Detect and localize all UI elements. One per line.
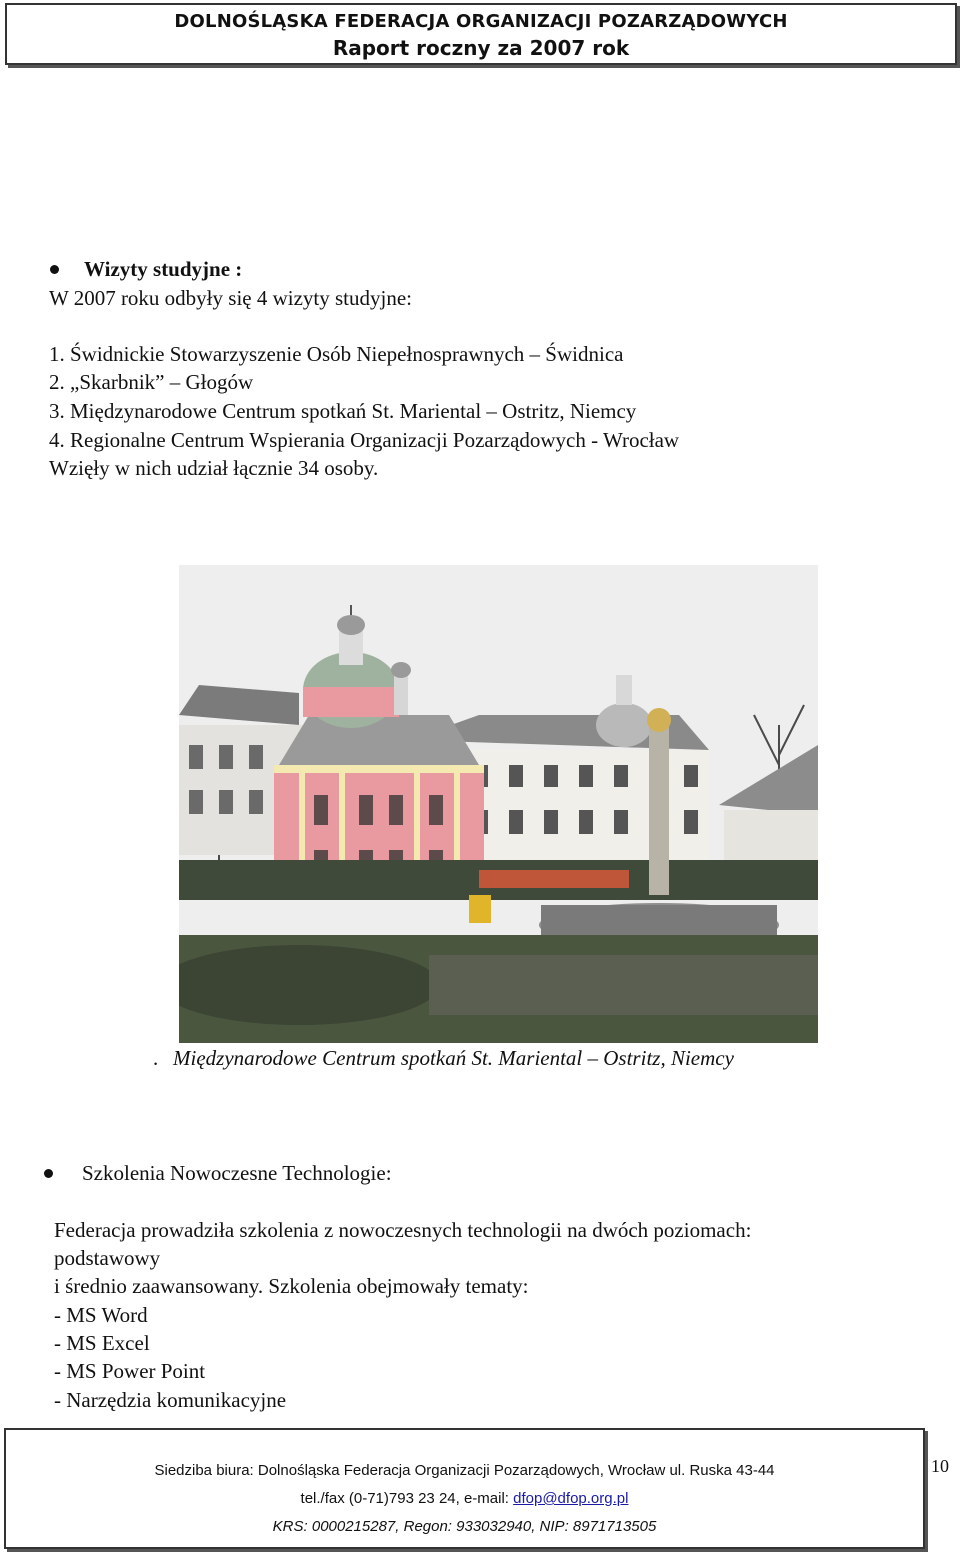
study-visits-heading: Wizyty studyjne :	[84, 257, 243, 281]
report-title: Raport roczny za 2007 rok	[332, 36, 630, 60]
photo-caption	[153, 1046, 734, 1071]
building-photo	[179, 565, 818, 1043]
bullet-icon	[50, 265, 59, 274]
study-visits-intro: W 2007 roku odbyły się 4 wizyty studyjne:	[49, 286, 412, 310]
footer-contact-label: tel./fax (0-71)793 23 24, e-mail:	[300, 1490, 514, 1507]
building-photo-illustration	[179, 565, 818, 1043]
footer-address: Siedziba biura: Dolnośląska Federacja Organizacji Pozarządowych, Wrocław ul. Ruska 43-44	[154, 1462, 775, 1479]
list-item: - Narzędzia komunikacyjne	[54, 1388, 287, 1412]
photo-caption-prefix: .	[153, 1046, 159, 1070]
study-visits-summary: Wzięły w nich udział łącznie 34 osoby.	[49, 456, 379, 480]
list-item: - MS Word	[54, 1303, 148, 1327]
trainings-heading-row	[44, 1161, 392, 1186]
footer-registry: KRS: 0000215287, Regon: 933032940, NIP: 8971713505	[272, 1518, 657, 1535]
trainings-line: podstawowy	[54, 1246, 161, 1270]
email-link[interactable]: dfop@dfop.org.pl	[513, 1490, 629, 1507]
page-header	[5, 3, 957, 65]
organization-name: DOLNOŚLĄSKA FEDERACJA ORGANIZACJI POZARZĄDOWYCH	[174, 11, 788, 32]
trainings-line: Federacja prowadziła szkolenia z nowoczesnych technologii na dwóch poziomach:	[54, 1218, 752, 1242]
list-item: - MS Power Point	[54, 1359, 206, 1383]
footer-contact	[6, 1490, 923, 1507]
study-visits-heading-row	[50, 257, 242, 282]
list-item: 3. Międzynarodowe Centrum spotkań St. Mariental – Ostritz, Niemcy	[49, 399, 637, 423]
trainings-heading: Szkolenia Nowoczesne Technologie:	[82, 1161, 392, 1185]
page-number: 10	[931, 1456, 949, 1476]
list-item: 1. Świdnickie Stowarzyszenie Osób Niepełnosprawnych – Świdnica	[49, 342, 624, 366]
list-item: 2. „Skarbnik” – Głogów	[49, 370, 254, 394]
bullet-icon	[44, 1169, 53, 1178]
page-footer	[4, 1428, 925, 1549]
trainings-line: i średnio zaawansowany. Szkolenia obejmowały tematy:	[54, 1274, 529, 1298]
photo-caption-text: Międzynarodowe Centrum spotkań St. Mariental – Ostritz, Niemcy	[173, 1046, 734, 1070]
list-item: - MS Excel	[54, 1331, 150, 1355]
list-item: 4. Regionalne Centrum Wspierania Organizacji Pozarządowych - Wrocław	[49, 428, 680, 452]
